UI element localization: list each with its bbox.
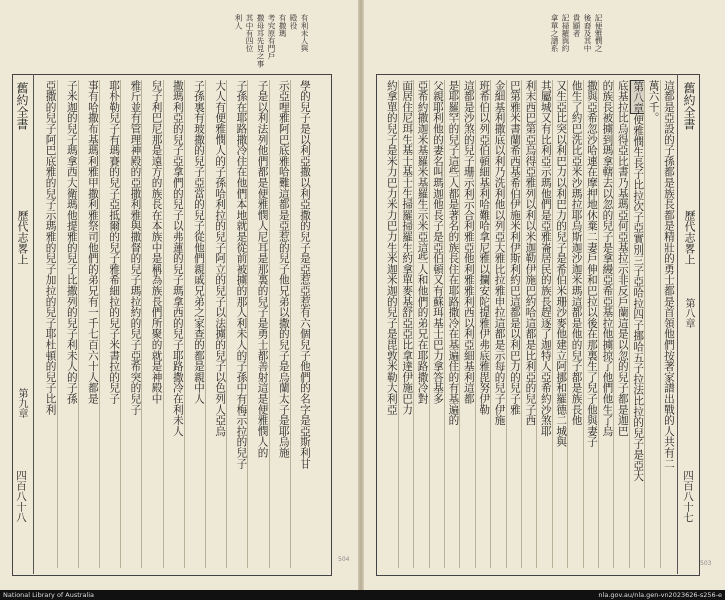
right-column-rule bbox=[475, 80, 476, 568]
left-column-rule bbox=[99, 80, 100, 568]
left-page-number: 四百八十八 bbox=[15, 470, 27, 523]
right-text-column: 他生了約巴洗比亞米沙瑪拉耶烏斯迦沙迦米瑪這都是他的兒子都是族長他 bbox=[570, 80, 583, 426]
left-text-column: 子是以利法列他們都是便雅憫人尼耳是那裏的兒子是勇士都善射這是便雅憫人的 bbox=[256, 80, 269, 458]
right-section-title: 歷代志畧上 bbox=[683, 210, 696, 265]
right-text-column: 這都是沙煞的兒子珊示利示合利雅亞他利雅雅利西以利亞細基利這都 bbox=[462, 80, 475, 404]
left-text-column: 子孫裏有玻撒的兒子亞當的兒子從他們親戚兄弟之家查的都是親中人 bbox=[192, 80, 205, 404]
right-column-rule bbox=[583, 80, 584, 568]
right-text-column: 約拿單的兒子是米力巴力米力巴力生米迦米迦的兒子是毘敦米勒大利亞 bbox=[385, 80, 398, 415]
right-headnote: 記便雅憫之 bbox=[594, 14, 603, 52]
right-text-column: 是耶羅罕的兒子這些人都是著名的族長住在耶路撒冷在基遍住的有基遍的 bbox=[447, 80, 460, 426]
right-column-rule bbox=[629, 80, 630, 568]
left-headnote: 殿役 bbox=[289, 14, 298, 30]
right-text-column: 金細基利撒底以利乃洗利他以列亞大雅比拉雅申拉這都是示每的兒子伊施 bbox=[493, 80, 506, 426]
right-margin-rule bbox=[677, 74, 678, 574]
right-column-rule bbox=[429, 80, 430, 568]
right-text-column: 第八章便雅憫生長子比拉次子亞實別三子亞哈拉四子挪哈五子拉法比拉的兒子是亞大 bbox=[632, 81, 645, 482]
right-text-column: 父親耶利他的妻名叫瑪迦他長子是亞伯頓又有蘇珥基士巴力拿答基多 bbox=[431, 80, 444, 404]
right-column-rule bbox=[521, 80, 522, 568]
right-column-rule bbox=[413, 80, 414, 568]
right-column-rule bbox=[598, 80, 599, 568]
left-text-column: 兒子利巴尼那是遠方的族長在本族中是稱為族長們所聚的就是神殿中 bbox=[150, 80, 163, 404]
left-text-column: 亞撒的兒子阿巴底雅的兒子示瑪雅的兒子加拉的兒子耶杜頓的兒子比利 bbox=[44, 80, 57, 415]
right-text-column: 這都是亞設的子孫都是族長都是精壯的勇士都是首領他們按著家譜出戰的人共有二 bbox=[662, 80, 675, 469]
pencil-mark-left: 504 bbox=[338, 556, 350, 563]
right-text-column: 巴第雅米書蘭希西基希伯伊施米利伊斯利約巴這都是以利巴力的兒子雅 bbox=[508, 80, 521, 415]
left-column-rule bbox=[163, 80, 164, 568]
right-text-column: 底基拉比烏得亞比書乃基瑪亞何亞基拉示非反戶蘭這是以忽的兒子都是迦巴 bbox=[616, 80, 629, 437]
right-column-rule bbox=[490, 80, 491, 568]
left-column-rule bbox=[269, 80, 270, 568]
right-headnote: 後裔及其中 bbox=[583, 14, 592, 52]
right-column-rule bbox=[536, 80, 537, 568]
right-column-rule bbox=[444, 80, 445, 568]
left-section-title: 歷代志畧上 bbox=[16, 210, 29, 265]
left-column-rule bbox=[184, 80, 185, 568]
left-column-rule bbox=[205, 80, 206, 568]
left-margin-rule bbox=[33, 74, 34, 574]
left-text-column: 雅斤並有管理神殿的亞撒利雅與撒督的兒子瑪拉約的兒子亞希突的兒子 bbox=[129, 80, 142, 415]
right-headnote: 貴顯者 bbox=[572, 14, 581, 37]
footer-library-name: National Library of Australia bbox=[3, 591, 95, 599]
left-text-column: 示亞哩雅阿巴底雅哈難這都是亞惹的兒子他兄弟以撒的兒子是烏蘭太子是耶烏施 bbox=[277, 80, 290, 458]
left-text-column: 學的兒子是以利亞撒以利亞撒的兒子是亞惹亞惹有六個兒子他們的名字是亞斯利甘 bbox=[298, 80, 311, 469]
left-column-rule bbox=[290, 80, 291, 568]
left-column-rule bbox=[226, 80, 227, 568]
right-column-rule bbox=[660, 80, 661, 568]
right-page-number: 四百八十七 bbox=[682, 470, 694, 523]
right-column-rule bbox=[613, 80, 614, 568]
right-headnote: 記掃羅與約 bbox=[561, 14, 570, 52]
footer-identifier: nla.gov.au/nla.gen-vn2023626-s256-e bbox=[598, 591, 722, 599]
pencil-mark-right: 503 bbox=[700, 560, 712, 567]
left-page bbox=[0, 0, 358, 590]
chapter-marker-box: 第八章 bbox=[632, 81, 645, 114]
right-page bbox=[364, 0, 725, 590]
left-headnote: 有撒瑪 bbox=[278, 14, 287, 37]
left-headnote: 撒母耳先見之事 bbox=[256, 14, 265, 68]
right-headnote: 拿單之譜系 bbox=[550, 14, 559, 52]
right-text-column: 萬六千。 bbox=[647, 80, 660, 124]
right-column-rule bbox=[506, 80, 507, 568]
right-text-column: 面居住尼珥生基士基士生掃羅掃羅生約拿單麥基舒亞亞比拿達伊施巴力 bbox=[401, 80, 414, 415]
left-column-rule bbox=[141, 80, 142, 568]
left-headnote: 有利未人與 bbox=[300, 14, 309, 52]
left-text-column: 子孫在耶路撒冷住在他們本地就是從前被擄的那人利未人的子孫中有梅示拉的兒子 bbox=[235, 80, 248, 469]
left-column-rule bbox=[247, 80, 248, 568]
right-chapter-label: 第八章 bbox=[683, 298, 694, 328]
right-text-column: 的族長被擄到瑪拿轄去以忽的兒子是拿縵亞希亞基拉他擄掠了他們他生了烏 bbox=[601, 80, 614, 437]
right-text-column: 撒與亞希忽沙哈連在摩押地休棄二妻戶伸和巴拉以後在那裏生了兒子他與妻子 bbox=[585, 80, 598, 448]
footer-bar bbox=[0, 590, 725, 600]
left-text-column: 耶朴勒兒子有瑪賽的兒子亞抵爾的兒子雅希細拉的兒子米書拉的兒子 bbox=[108, 80, 121, 404]
left-text-column: 撒瑪利亞的兒子亞拿們的兒子以弗蓮的兒子瑪拿西的兒子耶路撒冷在利未人 bbox=[171, 80, 184, 437]
left-headnote: 其中有四位 bbox=[245, 14, 254, 52]
left-margin-title: 舊約全書 bbox=[15, 82, 29, 130]
right-column-rule bbox=[552, 80, 553, 568]
left-text-column: 大人有便雅憫人的子孫哈利拉的兒子阿立的兒子以法擄的兒子以色列人亞烏 bbox=[214, 80, 227, 437]
right-column-rule bbox=[567, 80, 568, 568]
right-text-column: 亞希約撒迦米基羅米基羅生示米亞這些人和他們的弟兄在耶路撒冷對 bbox=[416, 80, 429, 404]
left-headnote: 考究原有門戶 bbox=[267, 14, 276, 60]
right-text-column: 其屬城又有比利亞示瑪他們是亞雅崙居民的族長趕逐了迦特人亞希約沙煞耶 bbox=[539, 80, 552, 437]
right-column-rule bbox=[459, 80, 460, 568]
left-chapter-label: 第九章 bbox=[16, 388, 27, 418]
left-column-rule bbox=[57, 80, 58, 568]
right-text-column: 班希伯以列亞伯頓細基利哈難哈拿尼雅以攔安陀提雅伊弗底雅毘努伊勒 bbox=[478, 80, 491, 415]
left-text-column: 事有哈撒布基瑪利雅甲撒利雅祭司他們的弟兄有一千七百六十人都是 bbox=[86, 80, 99, 404]
left-column-rule bbox=[120, 80, 121, 568]
right-column-rule bbox=[398, 80, 399, 568]
left-column-rule bbox=[78, 80, 79, 568]
right-text-column: 利末西巴第亞烏得亞雅列以利以米迦勒伊施巴約哈這都是比利亞的兒子西 bbox=[524, 80, 537, 426]
left-text-column: 子米迦的兒子瑪拿西大衛瑪他提雅的兒子比撒列的兒子利未人的子孫 bbox=[65, 80, 78, 404]
right-column-rule bbox=[644, 80, 645, 568]
right-text-column: 又生亞比突以利巴力以利巴力的兒子是希伯米珊沙麥他建立阿挪和羅德二城與 bbox=[555, 80, 568, 448]
left-headnote: 利人 bbox=[234, 14, 243, 30]
right-margin-title: 舊約全書 bbox=[682, 82, 696, 130]
